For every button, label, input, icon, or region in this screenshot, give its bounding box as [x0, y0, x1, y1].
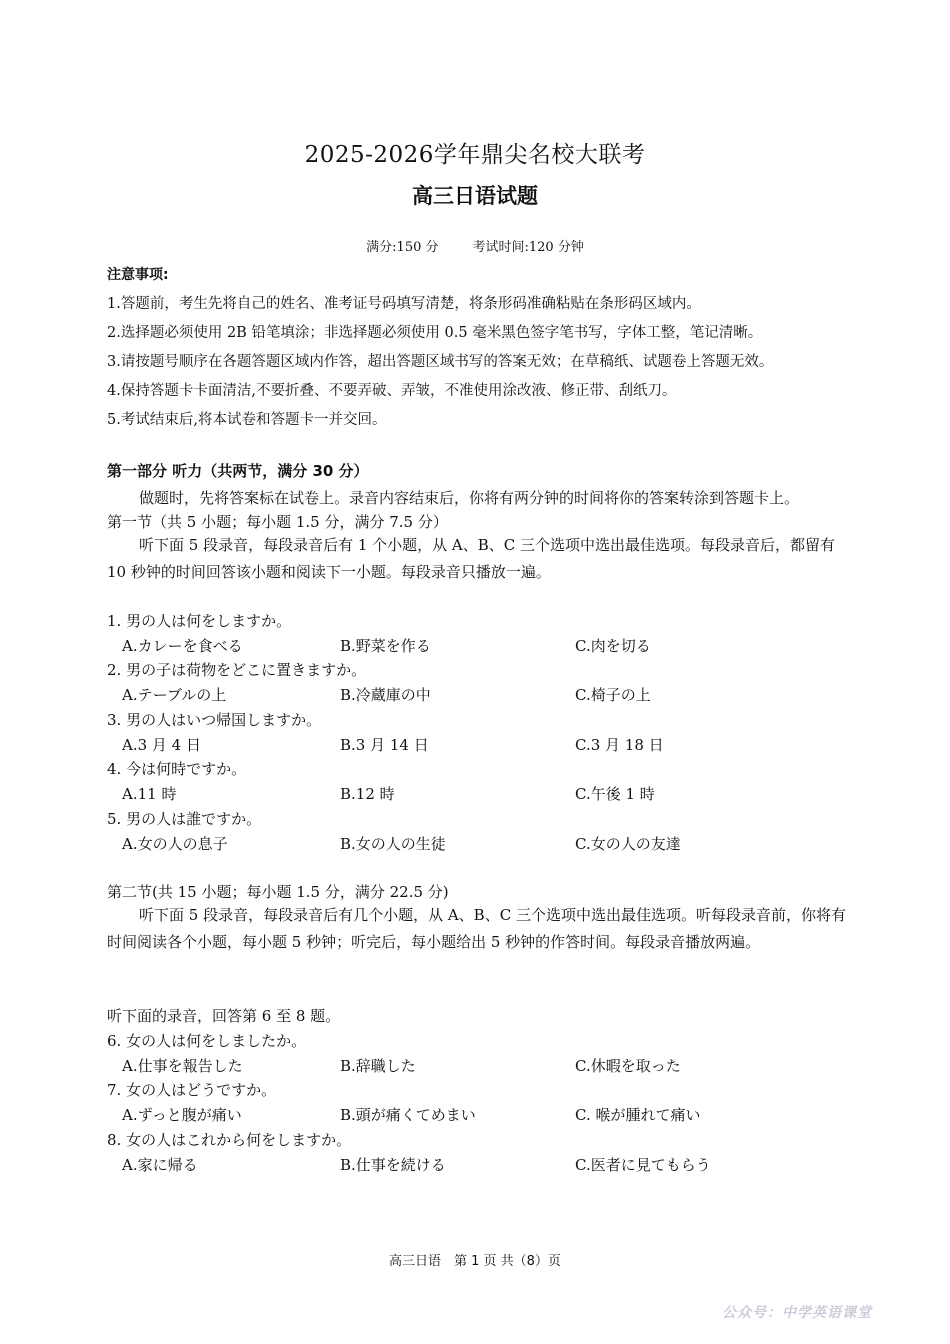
score-line — [0, 236, 950, 255]
note-item: 5.考试结束后,将本试卷和答题卡一并交回。 — [107, 412, 387, 428]
option-a: A.仕事を報告した — [122, 1057, 243, 1075]
option-a: A.テーブルの上 — [122, 686, 227, 704]
group-label: 听下面的录音，回答第 6 至 8 题。 — [107, 1007, 341, 1025]
question-stem: 6. 女の人は何をしましたか。 — [107, 1032, 307, 1050]
option-b: B.冷蔵庫の中 — [340, 686, 431, 704]
note-item: 1.答题前，考生先将自己的姓名、准考证号码填写清楚，将条形码准确粘贴在条形码区域内。 — [107, 296, 701, 312]
section1-instructions: 听下面 5 段录音，每段录音后有 1 个小题，从 A、B、C 三个选项中选出最佳选项。每段录音后，都留有 10 秒钟的时间回答该小题和阅读下一小题。每段录音只播放一遍。 — [107, 536, 836, 581]
notes-heading: 注意事项: — [107, 267, 169, 283]
option-c: C.3 月 18 日 — [575, 736, 664, 754]
question-stem: 4. 今は何時ですか。 — [107, 760, 247, 778]
section2-heading: 第二节(共 15 小题；每小题 1.5 分，满分 22.5 分) — [107, 883, 449, 901]
note-item: 4.保持答题卡卡面清洁,不要折叠、不要弄破、弄皱，不准使用涂改液、修正带、刮纸刀。 — [107, 383, 677, 399]
option-a: A.ずっと腹が痛い — [122, 1106, 242, 1124]
watermark: 公众号：中学英语课堂 — [722, 1305, 872, 1321]
question-stem: 7. 女の人はどうですか。 — [107, 1081, 277, 1099]
option-c: C.女の人の友達 — [575, 835, 681, 853]
option-c: C.肉を切る — [575, 637, 651, 655]
section1-heading: 第一节（共 5 小题；每小题 1.5 分，满分 7.5 分） — [107, 513, 448, 531]
section2-instructions: 听下面 5 段录音，每段录音后有几个小题，从 A、B、C 三个选项中选出最佳选项。听每段录音前，你将有时间阅读各个小题，每小题 5 秒钟；听完后，每小题给出 5 秒钟的作答时间。每段录音播放两遍。 — [107, 906, 846, 951]
option-a: A.女の人の息子 — [122, 835, 228, 853]
question-stem: 5. 男の人は誰ですか。 — [107, 810, 262, 828]
option-b: B.女の人の生徒 — [340, 835, 446, 853]
option-c: C.休暇を取った — [575, 1057, 681, 1075]
part1-heading: 第一部分 听力（共两节，满分 30 分） — [107, 462, 369, 480]
exam-time: 考试时间:120 分钟 — [472, 240, 584, 255]
option-c: C. 喉が腫れて痛い — [575, 1106, 701, 1124]
option-b: B.辞職した — [340, 1057, 416, 1075]
exam-title: 2025-2026学年鼎尖名校大联考 — [304, 142, 646, 168]
option-b: B.仕事を続ける — [340, 1156, 446, 1174]
part1-intro: 做题时，先将答案标在试卷上。录音内容结束后，你将有两分钟的时间将你的答案转涂到答题卡上。 — [139, 489, 800, 507]
page-footer: 高三日语 第 1 页 共（8）页 — [389, 1254, 561, 1269]
exam-subtitle: 高三日语试题 — [412, 184, 538, 208]
question-stem: 3. 男の人はいつ帰国しますか。 — [107, 711, 322, 729]
option-c: C.午後 1 時 — [575, 785, 655, 803]
question-stem: 8. 女の人はこれから何をしますか。 — [107, 1131, 352, 1149]
option-a: A.カレーを食べる — [122, 637, 243, 655]
question-stem: 1. 男の人は何をしますか。 — [107, 612, 292, 630]
option-b: B.3 月 14 日 — [340, 736, 429, 754]
note-item: 2.选择题必须使用 2B 铅笔填涂；非选择题必须使用 0.5 毫米黑色签字笔书写，字体工整，笔记清晰。 — [107, 325, 763, 341]
full-score: 满分:150 分 — [366, 240, 439, 255]
note-item: 3.请按题号顺序在各题答题区域内作答，超出答题区域书写的答案无效；在草稿纸、试题卷上答题无效。 — [107, 354, 774, 370]
option-c: C.医者に見てもらう — [575, 1156, 711, 1174]
option-b: B.頭が痛くてめまい — [340, 1106, 476, 1124]
option-c: C.椅子の上 — [575, 686, 651, 704]
option-a: A.家に帰る — [122, 1156, 198, 1174]
option-a: A.3 月 4 日 — [122, 736, 201, 754]
option-a: A.11 時 — [122, 785, 177, 803]
question-stem: 2. 男の子は荷物をどこに置きますか。 — [107, 661, 367, 679]
option-b: B.野菜を作る — [340, 637, 431, 655]
option-b: B.12 時 — [340, 785, 395, 803]
